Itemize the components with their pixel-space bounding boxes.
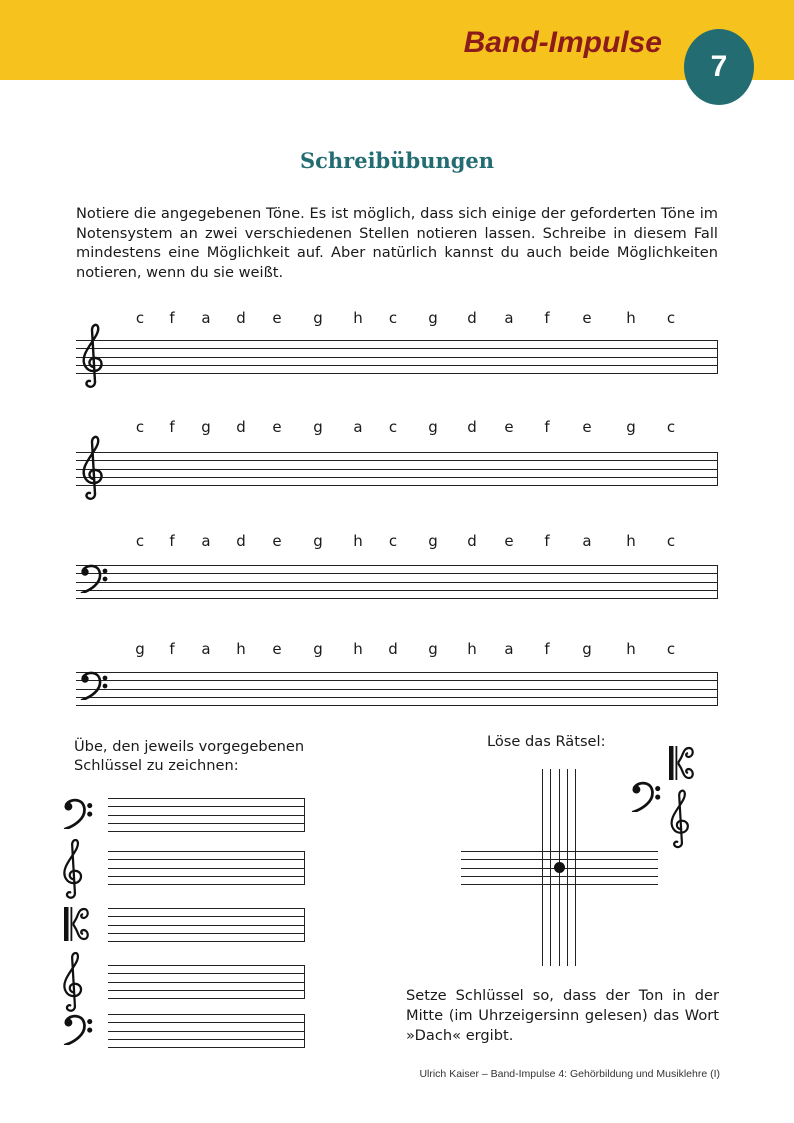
staff-line [76,680,718,681]
note-letter: g [313,418,323,436]
staff-line [108,908,305,909]
note-letter: a [201,640,211,658]
note-letter: a [201,309,211,327]
note-letter: h [626,309,636,327]
barline [304,798,305,832]
treble-clef-icon [79,434,109,502]
intro-text: Notiere die angegebenen Töne. Es ist möglich, dass sich einige der geforderten Töne im Notensystem an zwei verschiedenen Stellen notieren lassen. Schreibe in diesem Fall mindestens eine Möglichkeit auf. Aber natürlich kannst du auch beide Möglichkeiten notieren, wenn du sie weißt. [76,205,718,281]
header-band [0,0,794,80]
note-letters-row-4 [0,640,794,660]
staff-line [76,365,718,366]
staff-line [108,798,305,799]
note-letter: a [201,532,211,550]
staff-line [108,933,305,934]
staff-line [108,876,305,877]
note-letter: e [504,532,514,550]
note-letter: c [666,532,676,550]
staff-line [108,941,305,942]
header-title: Band-Impulse [463,26,662,59]
staff-line [108,965,305,966]
staff-line [567,769,568,966]
note-letters-row-2 [0,418,794,438]
note-letter: f [544,532,550,550]
staff-line [76,348,718,349]
note-letter: f [544,418,550,436]
note-letter: c [135,418,145,436]
staff-line [76,573,718,574]
note-letter: c [388,418,398,436]
note-letter: e [504,418,514,436]
barline [304,851,305,885]
note-letter: h [353,309,363,327]
staff-line [108,990,305,991]
practice-staff-4[interactable] [108,965,305,999]
note-letter: c [135,532,145,550]
page-number: 7 [710,50,728,83]
staff-line [76,689,718,690]
note-letter: d [388,640,398,658]
note-letter: g [135,640,145,658]
staff-line [76,485,718,486]
staff-line [108,823,305,824]
staff-line [76,697,718,698]
puzzle-label: Löse das Rätsel: [487,733,606,750]
staff-line [76,705,718,706]
treble-clef-icon [60,950,88,1014]
staff-line [108,859,305,860]
note-letter: h [353,640,363,658]
note-letter: g [428,418,438,436]
bass-clef-icon [630,780,662,812]
staff-line [575,769,576,966]
note-letter: c [666,418,676,436]
bass-clef-icon [79,563,109,593]
staff-line [542,769,543,966]
treble-clef-icon [667,788,695,850]
staff-line [108,925,305,926]
staff-line [108,1047,305,1048]
barline [717,672,718,706]
note-letter: c [388,532,398,550]
staff-line [76,477,718,478]
alto-clef-icon [63,906,89,942]
staff-line [76,565,718,566]
note-letter: d [236,532,246,550]
staff-line [76,672,718,673]
note-letter: h [626,640,636,658]
barline [304,908,305,942]
note-letter: g [428,640,438,658]
staff-line [108,806,305,807]
staff-line [108,1031,305,1032]
note-letter: f [169,640,175,658]
note-letter: f [544,309,550,327]
staff-3[interactable] [76,565,718,599]
section-title: Schreibübungen [299,148,495,173]
treble-clef-icon [60,837,88,901]
note-letter: h [626,532,636,550]
staff-line [76,340,718,341]
note-letters-row-1 [0,309,794,329]
note-letter: c [666,309,676,327]
bass-clef-icon [79,670,109,700]
note-letter: d [236,309,246,327]
staff-line [550,769,551,966]
practice-staff-3[interactable] [108,908,305,942]
exercise-instruction: Übe, den jeweils vorgegebenen Schlüssel zu zeichnen: [74,738,305,774]
note-letter: g [428,309,438,327]
note-letter: d [467,532,477,550]
barline [717,565,718,599]
note-letters-row-3 [0,532,794,552]
note-letter: h [467,640,477,658]
note-letter: g [313,640,323,658]
note-letter: e [582,418,592,436]
barline [304,1014,305,1048]
note-letter: c [666,640,676,658]
practice-staff-5[interactable] [108,1014,305,1048]
staff-line [108,998,305,999]
staff-line [108,884,305,885]
note-letter: a [504,640,514,658]
staff-line [108,815,305,816]
note-letter: d [236,418,246,436]
staff-line [108,831,305,832]
staff-4[interactable] [76,672,718,706]
note-letter: d [467,309,477,327]
note-letter: a [582,532,592,550]
note-letter: g [313,309,323,327]
note-letter: d [467,418,477,436]
staff-line [76,469,718,470]
staff-line [108,916,305,917]
staff-line [108,851,305,852]
note-letter: c [388,309,398,327]
note-letter: a [504,309,514,327]
barline [717,340,718,374]
staff-line [108,1022,305,1023]
note-letter: e [272,309,282,327]
note-letter: f [544,640,550,658]
practice-staff-1[interactable] [108,798,305,832]
staff-line [76,452,718,453]
staff-line [108,973,305,974]
note-letter: f [169,418,175,436]
puzzle-instruction: Setze Schlüssel so, dass der Ton in der Mitte (im Uhrzeigersinn gelesen) das Wort »Dach« ergibt. [406,987,719,1044]
puzzle-note [554,862,565,873]
page-number-badge [684,29,754,105]
staff-line [108,982,305,983]
barline [304,965,305,999]
note-letter: e [272,640,282,658]
staff-line [76,590,718,591]
staff-line [76,582,718,583]
barline [717,452,718,486]
staff-line [76,598,718,599]
staff-line [76,357,718,358]
practice-staff-2[interactable] [108,851,305,885]
note-letter: g [626,418,636,436]
staff-line [76,373,718,374]
note-letter: c [135,309,145,327]
note-letter: h [353,532,363,550]
note-letter: g [313,532,323,550]
staff-1[interactable] [76,340,718,374]
staff-line [108,1039,305,1040]
staff-line [108,868,305,869]
staff-line [108,1014,305,1015]
staff-line [76,460,718,461]
note-letter: g [582,640,592,658]
note-letter: f [169,532,175,550]
bass-clef-icon [62,797,94,829]
note-letter: g [428,532,438,550]
note-letter: f [169,309,175,327]
staff-2[interactable] [76,452,718,486]
bass-clef-icon [62,1013,94,1045]
alto-clef-icon [668,745,694,781]
note-letter: g [201,418,211,436]
treble-clef-icon [79,322,109,390]
note-letter: h [236,640,246,658]
footer-credit: Ulrich Kaiser – Band-Impulse 4: Gehörbildung und Musiklehre (I) [419,1068,720,1080]
note-letter: e [272,532,282,550]
note-letter: e [272,418,282,436]
note-letter: a [353,418,363,436]
note-letter: e [582,309,592,327]
